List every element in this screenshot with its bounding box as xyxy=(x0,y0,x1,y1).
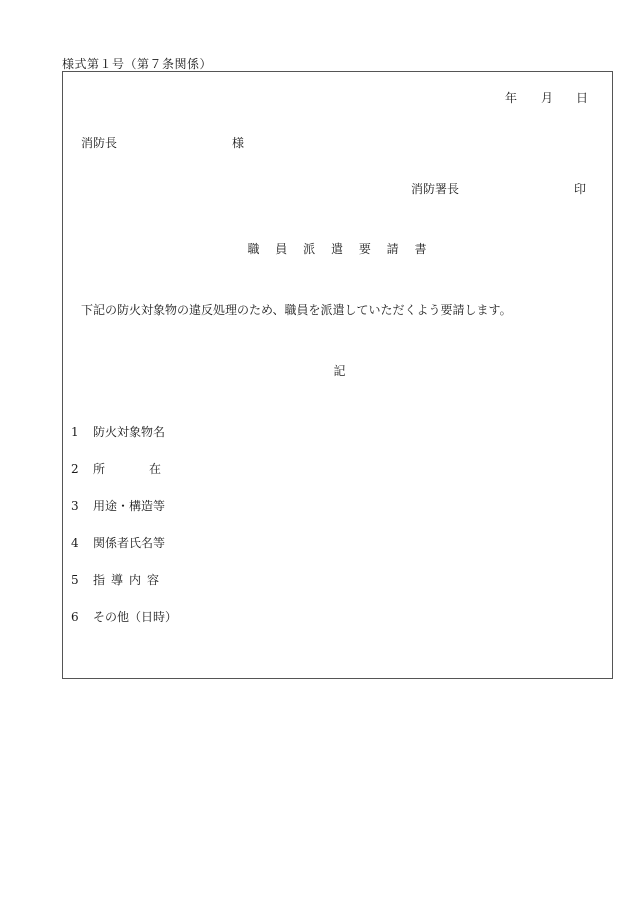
sender-seal-mark: 印 xyxy=(574,182,587,196)
list-item xyxy=(71,460,205,497)
item-label: 用途・構造等 xyxy=(93,499,166,513)
item-number: 6 xyxy=(71,610,79,624)
list-item xyxy=(71,534,205,571)
title-char: 要 xyxy=(358,242,372,256)
item-label: その他（日時） xyxy=(93,610,178,624)
form-number: 様式第１号（第７条関係） xyxy=(62,57,213,71)
request-body-text: 下記の防火対象物の違反処理のため、職員を派遣していただくよう要請します。 xyxy=(81,303,512,317)
list-item xyxy=(71,497,205,534)
title-char: 書 xyxy=(414,242,428,256)
list-item xyxy=(71,423,205,460)
item-label: 防火対象物名 xyxy=(93,425,166,439)
list-item xyxy=(71,571,205,608)
item-number: 1 xyxy=(71,425,79,439)
title-char: 員 xyxy=(275,242,289,256)
document-title xyxy=(63,240,612,257)
ki-heading: 記 xyxy=(333,364,346,378)
item-list xyxy=(71,423,205,645)
addressee-title: 消防長 xyxy=(81,136,118,150)
item-number: 4 xyxy=(71,536,79,550)
title-char: 職 xyxy=(247,242,261,256)
item-number: 3 xyxy=(71,499,79,513)
title-char: 派 xyxy=(303,242,317,256)
date-day-label: 日 xyxy=(576,91,589,105)
sender-title: 消防署長 xyxy=(411,182,460,196)
title-char: 遣 xyxy=(330,242,344,256)
date-month-label: 月 xyxy=(541,91,554,105)
item-number: 2 xyxy=(71,462,79,476)
list-item xyxy=(71,608,205,645)
date-year-label: 年 xyxy=(505,91,518,105)
item-label: 指導内容 xyxy=(93,573,166,587)
title-char: 請 xyxy=(386,242,400,256)
item-number: 5 xyxy=(71,573,79,587)
addressee-honorific: 様 xyxy=(232,136,245,150)
item-label: 関係者氏名等 xyxy=(93,536,166,550)
item-label: 所在 xyxy=(93,462,206,476)
request-form-frame xyxy=(62,71,613,679)
